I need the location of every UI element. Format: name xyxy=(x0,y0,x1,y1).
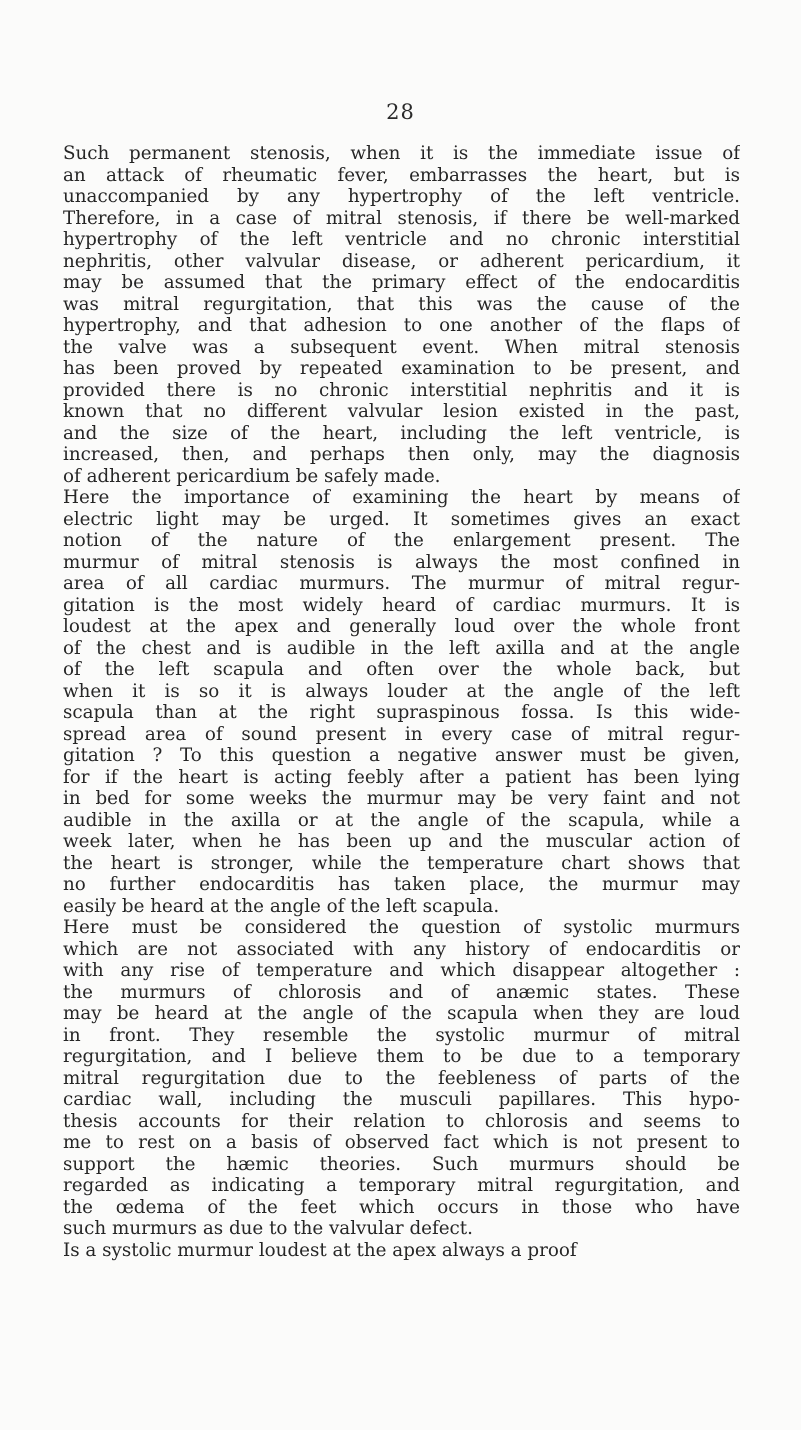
text-line: Such permanent stenosis, when it is the immediate issue of xyxy=(63,143,740,164)
text-line: loudest at the apex and generally loud over the whole front xyxy=(63,616,740,637)
text-line: may be assumed that the primary effect of the endocarditis xyxy=(63,272,740,293)
text-line: spread area of sound present in every case of mitral regur- xyxy=(63,723,740,745)
text-line: increased, then, and perhaps then only, may the diagnosis xyxy=(63,444,740,465)
text-line: notion of the nature of the enlargement present. The xyxy=(63,530,740,551)
text-line: hypertrophy of the left ventricle and no chronic interstitial xyxy=(63,229,740,250)
text-line: murmur of mitral stenosis is always the most confined in xyxy=(63,551,740,573)
text-line: the heart is stronger, while the temperature chart shows that xyxy=(63,852,740,874)
body-text xyxy=(63,143,740,1261)
text-line: of the chest and is audible in the left axilla and at the angle xyxy=(63,637,740,659)
text-line: and the size of the heart, including the left ventricle, is xyxy=(63,422,740,444)
page-number: 28 xyxy=(386,100,415,124)
text-line: Here must be considered the question of systolic murmurs xyxy=(63,917,740,938)
text-line: the valve was a subsequent event. When mitral stenosis xyxy=(63,336,740,358)
text-line: week later, when he has been up and the muscular action of xyxy=(63,831,740,852)
text-line: gitation is the most widely heard of cardiac murmurs. It is xyxy=(63,594,740,616)
text-line: Is a systolic murmur loudest at the apex always a proof xyxy=(63,1239,577,1261)
text-line: regurgitation, and I believe them to be due to a temporary xyxy=(63,1046,740,1067)
text-line: nephritis, other valvular disease, or adherent pericardium, it xyxy=(63,250,740,272)
text-line: audible in the axilla or at the angle of the scapula, while a xyxy=(63,809,740,831)
text-line: of the left scapula and often over the whole back, but xyxy=(63,659,740,680)
text-line: for if the heart is acting feebly after a patient has been lying xyxy=(63,766,740,788)
text-line: me to rest on a basis of observed fact which is not present to xyxy=(63,1132,740,1153)
text-line: has been proved by repeated examination to be present, and xyxy=(63,358,740,379)
text-line: provided there is no chronic interstitial nephritis and it is xyxy=(63,379,740,401)
text-line: the œdema of the feet which occurs in those who have xyxy=(63,1196,740,1218)
text-line: with any rise of temperature and which disappear altogether : xyxy=(63,960,740,981)
text-line: cardiac wall, including the musculi papillares. This hypo- xyxy=(63,1089,740,1110)
text-line: support the hæmic theories. Such murmurs should be xyxy=(63,1153,740,1175)
text-line: in front. They resemble the systolic murmur of mitral xyxy=(63,1024,740,1046)
text-line: gitation ? To this question a negative answer must be given, xyxy=(63,745,740,766)
text-line: of adherent pericardium be safely made. xyxy=(63,465,441,487)
text-line: unaccompanied by any hypertrophy of the left ventricle. xyxy=(63,186,740,207)
text-line: in bed for some weeks the murmur may be very faint and not xyxy=(63,788,740,809)
text-line: Here the importance of examining the heart by means of xyxy=(63,487,740,508)
text-line: thesis accounts for their relation to chlorosis and seems to xyxy=(63,1110,740,1132)
text-line: easily be heard at the angle of the left scapula. xyxy=(63,895,500,917)
text-line: may be heard at the angle of the scapula when they are loud xyxy=(63,1003,740,1024)
text-line: hypertrophy, and that adhesion to one another of the flaps of xyxy=(63,315,740,336)
text-line: regarded as indicating a temporary mitral regurgitation, and xyxy=(63,1175,740,1196)
text-line: electric light may be urged. It sometimes gives an exact xyxy=(63,508,740,530)
text-line: no further endocarditis has taken place, the murmur may xyxy=(63,874,740,895)
text-line: which are not associated with any history of endocarditis or xyxy=(63,938,740,960)
text-line: was mitral regurgitation, that this was the cause of the xyxy=(63,293,740,315)
text-line: area of all cardiac murmurs. The murmur of mitral regur- xyxy=(63,573,740,594)
text-line: when it is so it is always louder at the angle of the left xyxy=(63,680,740,702)
text-line: scapula than at the right supraspinous fossa. Is this wide- xyxy=(63,702,740,723)
text-line: mitral regurgitation due to the feebleness of parts of the xyxy=(63,1067,740,1089)
text-line: the murmurs of chlorosis and of anæmic states. These xyxy=(63,981,740,1003)
text-line: Therefore, in a case of mitral stenosis, if there be well-marked xyxy=(63,207,740,229)
text-line: known that no different valvular lesion existed in the past, xyxy=(63,401,740,422)
text-line: an attack of rheumatic fever, embarrasses the heart, but is xyxy=(63,164,740,186)
text-line: such murmurs as due to the valvular defect. xyxy=(63,1218,473,1239)
